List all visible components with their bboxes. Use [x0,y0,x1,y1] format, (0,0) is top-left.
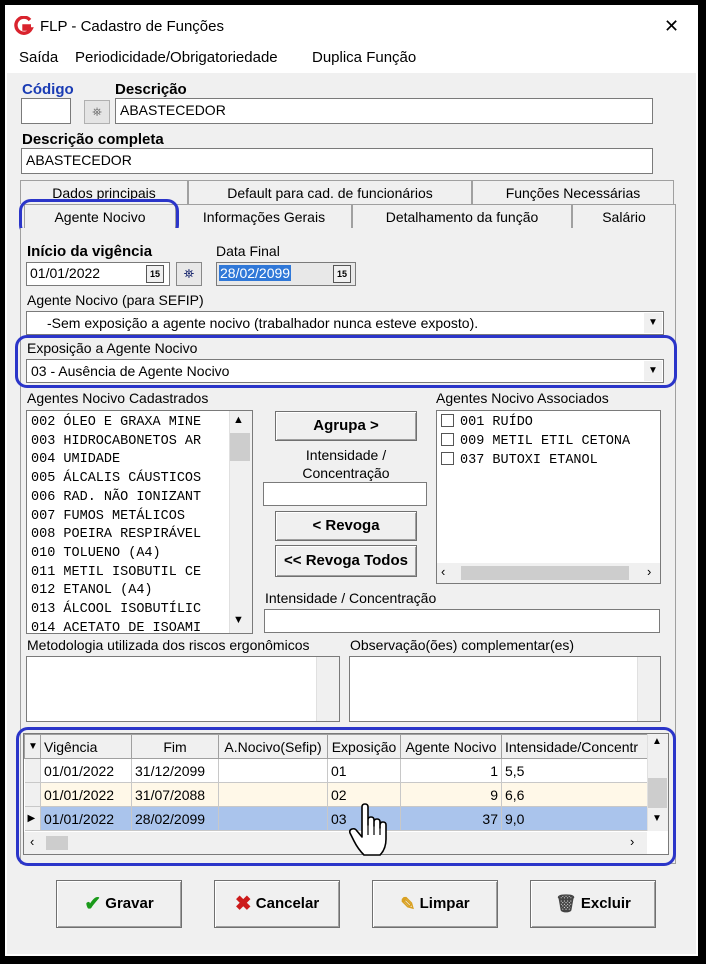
cadastrados-label: Agentes Nocivo Cadastrados [27,390,209,406]
binoculars-date-icon[interactable]: ⛯ [176,262,202,286]
list-item[interactable]: 002 ÓLEO E GRAXA MINE [31,415,202,430]
data-final-label: Data Final [216,243,280,259]
list-item[interactable]: 003 HIDROCABONETOS AR [31,433,202,449]
inicio-vigencia-field[interactable]: 01/01/2022 [26,262,170,286]
sefip-dropdown-icon[interactable]: ▼ [644,313,662,333]
checkbox[interactable] [441,414,454,427]
descricao-label: Descrição [115,81,187,98]
list-item[interactable]: 008 POEIRA RESPIRÁVEL [31,527,202,543]
revoga-todos-button[interactable]: << Revoga Todos [275,545,417,577]
col-exposicao[interactable]: Exposição [328,735,401,759]
row-pointer-icon: ▶ [25,807,41,831]
inicio-calendar-icon[interactable]: 15 [146,265,164,283]
menu-item-duplica-funcao[interactable]: Duplica Função [312,49,417,66]
menu-item-periodicidade[interactable]: Periodicidade/Obrigatoriedade [75,49,278,66]
descricao-field[interactable]: ABASTECEDOR [115,98,653,124]
list-item[interactable]: 006 RAD. NÃO IONIZANT [31,489,202,505]
checkbox[interactable] [441,452,454,465]
exposicao-select[interactable]: 03 - Ausência de Agente Nocivo [26,359,664,383]
broom-icon: ✎ [400,894,416,914]
grid-scroll-left-icon[interactable]: ‹ [30,834,35,849]
list-item[interactable]: 013 ÁLCOOL ISOBUTÍLIC [31,602,202,618]
grid-scroll-down-icon[interactable]: ▼ [652,813,662,824]
associados-label: Agentes Nocivo Associados [436,390,609,406]
metodologia-textarea[interactable] [26,656,340,722]
revoga-button[interactable]: < Revoga [275,511,417,541]
grid-scroll-right-icon[interactable]: › [630,834,635,849]
intensidade-label: Intensidade / Concentração [302,447,390,481]
tab-funcoes-necessarias[interactable]: Funções Necessárias [472,180,674,204]
scroll-right-icon[interactable]: › [647,564,652,579]
sefip-select[interactable]: -Sem exposição a agente nocivo (trabalhador nunca esteve exposto). [26,311,664,335]
app-logo-icon [14,16,34,36]
tab-informacoes-gerais[interactable]: Informações Gerais [176,204,352,228]
check-icon: ✔ [84,893,102,915]
metodologia-label: Metodologia utilizada dos riscos ergonômicos [27,637,310,653]
grid-highlight [16,727,676,866]
scroll-down-icon[interactable]: ▼ [233,614,244,626]
table-row[interactable]: 01/01/2022 31/12/2099 01 1 5,5 [25,759,649,783]
list-item[interactable]: 037 BUTOXI ETANOL [441,451,630,470]
associados-items [441,413,630,470]
intensidade-field[interactable] [263,482,427,506]
observacao-textarea[interactable] [349,656,661,722]
exposicao-highlight [15,335,677,388]
codigo-label: Código [22,81,74,98]
trash-icon: 🗑 [555,894,577,913]
exposicao-dropdown-icon[interactable]: ▼ [644,361,662,381]
list-item[interactable]: 004 UMIDADE [31,452,121,468]
col-intensidade[interactable]: Intensidade/Concentr [502,735,649,759]
exposicao-label: Exposição a Agente Nocivo [27,340,198,356]
scroll-thumb[interactable] [230,433,250,461]
window-title: FLP - Cadastro de Funções [40,18,224,35]
observacao-label: Observação(ões) complementar(es) [350,637,575,653]
list-item[interactable]: 007 FUMOS METÁLICOS [31,508,185,524]
list-item[interactable]: 012 ETANOL (A4) [31,583,153,599]
table-row-selected[interactable]: ▶ 01/01/2022 28/02/2099 03 37 9,0 [25,807,649,831]
agrupa-button[interactable]: Agrupa > [275,411,417,441]
col-vigencia[interactable]: Vigência [41,735,132,759]
list-item[interactable]: 011 METIL ISOBUTIL CE [31,564,202,580]
x-icon: ✖ [234,893,252,915]
close-icon[interactable]: ✕ [664,16,680,36]
tab-detalhamento-funcao[interactable]: Detalhamento da função [352,204,572,228]
menu-item-saida[interactable]: Saída [19,49,59,66]
inicio-vigencia-label: Início da vigência [27,243,153,260]
limpar-button[interactable]: ✎ Limpar [372,880,498,928]
cancelar-button[interactable]: ✖ Cancelar [214,880,340,928]
list-item[interactable]: 010 TOLUENO (A4) [31,545,161,561]
scroll-up-icon[interactable]: ▲ [233,414,244,426]
row-indicator-header: ▼ [25,735,41,759]
hand-cursor-icon [348,803,392,859]
descricao-completa-label: Descrição completa [22,131,164,148]
tab-default-cad-funcionarios[interactable]: Default para cad. de funcionários [188,180,472,204]
tab-dados-principais[interactable]: Dados principais [20,180,188,204]
grid-scroll-up-icon[interactable]: ▲ [652,736,662,747]
sefip-label: Agente Nocivo (para SEFIP) [27,292,204,308]
binoculars-search-icon[interactable]: ⛯ [84,100,110,124]
excluir-button[interactable]: 🗑 Excluir [530,880,656,928]
observacao-scrollbar[interactable] [637,657,660,721]
data-final-value: 28/02/2099 [220,265,291,281]
metodologia-scrollbar[interactable] [316,657,339,721]
list-item[interactable]: 001 RUÍDO [441,413,630,432]
scroll-thumb-h[interactable] [461,566,629,580]
gravar-button[interactable]: ✔ Gravar [56,880,182,928]
col-a-nocivo-sefip[interactable]: A.Nocivo(Sefip) [219,735,328,759]
col-fim[interactable]: Fim [132,735,219,759]
codigo-field[interactable] [21,98,71,124]
intensidade2-field[interactable] [264,609,660,633]
scroll-left-icon[interactable]: ‹ [441,564,446,579]
list-item[interactable]: 005 ÁLCALIS CÁUSTICOS [31,471,202,487]
descricao-completa-field[interactable]: ABASTECEDOR [21,148,653,174]
tab-agente-nocivo[interactable]: Agente Nocivo [24,204,176,232]
list-item[interactable]: 014 ACETATO DE ISOAMI [31,620,202,634]
list-item[interactable]: 009 METIL ETIL CETONA [441,432,630,451]
checkbox[interactable] [441,433,454,446]
data-final-calendar-icon[interactable]: 15 [333,265,351,283]
cadastrados-list[interactable] [26,410,253,634]
intensidade2-label: Intensidade / Concentração [265,590,437,606]
table-row[interactable]: 01/01/2022 31/07/2088 02 9 6,6 [25,783,649,807]
col-agente-nocivo[interactable]: Agente Nocivo [401,735,502,759]
tab-salario[interactable]: Salário [572,204,676,228]
